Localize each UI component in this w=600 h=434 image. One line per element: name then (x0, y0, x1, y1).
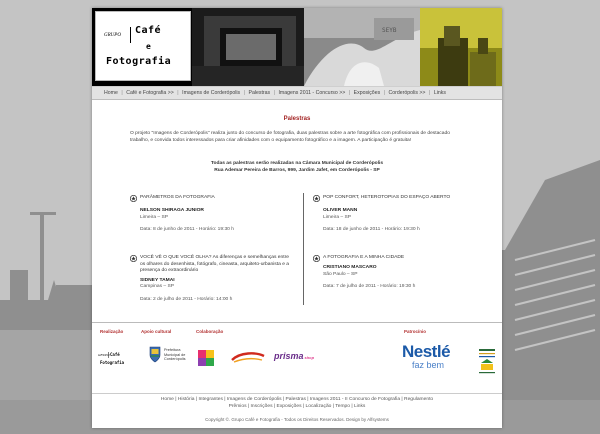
talk-speaker: CRISTIANO MASCARO (323, 265, 377, 270)
sponsor-logo-grupo: GRUPO (98, 353, 110, 357)
talk-title: POP CONFORT, HETEROTOPIAS DO ESPAÇO ABERTO (323, 195, 451, 200)
sponsor-logo-fotografia: Fotografia (100, 360, 125, 365)
banner-photo-room (192, 8, 304, 86)
header-banner (92, 8, 502, 86)
sponsor-logo-cafe: Café (110, 352, 120, 357)
venue-line-1: Todas as palestras serão realizadas na Câmara Municipal de Corderópolis (210, 161, 384, 166)
cafe-fotografia-sponsor-logo[interactable] (98, 349, 128, 371)
nestle-wordmark: Nestlé (402, 342, 451, 361)
nestle-tagline: faz bem (412, 360, 445, 370)
nav-imagens-cordeiropolis[interactable]: Imagens de Corderópolis (182, 90, 241, 96)
talk-location: Limeira – SP (323, 214, 351, 220)
footer-links-line-2[interactable]: Prêmios | Inscrições | Exposições | Localização | Tempo | Links (228, 404, 366, 409)
main-content (92, 100, 502, 322)
star-bullet-icon (130, 255, 137, 262)
talk-date: Data: 2 de julho de 2011 - Horário: 14:00 h (140, 296, 233, 302)
copyright-text: Copyright ©. Grupo Café e Fotografia - Todos os Direitos Reservados. Design by Alfsystems (205, 417, 389, 422)
venue-info (92, 160, 502, 174)
talk-title: VOCÊ VÊ O QUE VOCÊ OLHA? As diferenças e semelhanças entre os olhares do desenhista, fotógrafo, cineasta, arquiteto-urbanista e a presença do extraordinário (140, 255, 289, 274)
ministerio-cultura-logo[interactable] (478, 347, 496, 377)
intro-text: O projeto "Imagens de Corderópolis" realiza junto do concurso de fotografia, duas palestras sobre a arte fotográfica com profissionais de destacado trabalho, e convida todos interessados para criar afinidades com o equipamento fotográfico e a imagem. A participação é gratuita! (130, 131, 450, 143)
heading-realizacao: Realização (100, 329, 124, 334)
banner-sign-text: SEYB (382, 27, 397, 34)
prefeitura-coat-of-arms-icon (148, 345, 162, 363)
star-bullet-icon (313, 195, 320, 202)
banner-photo-monument (420, 8, 502, 86)
colab-logo-colorful[interactable] (196, 348, 216, 370)
nav-exposicoes[interactable]: Exposições (353, 90, 381, 96)
site-logo[interactable] (95, 11, 191, 81)
talk-title: PARÂMETROS DA FOTOGRAFIA (140, 195, 215, 200)
column-divider (303, 193, 304, 305)
footer-links[interactable] (92, 396, 502, 410)
sponsors-section (92, 322, 502, 394)
nav-imagens-2011[interactable]: Imagens 2011 - Concurso >> (278, 90, 346, 96)
talk-speaker: SIDNEY TAMAI (140, 277, 175, 283)
nav-home[interactable]: Home (104, 90, 118, 96)
heading-apoio-cultural: Apoio cultural (141, 329, 172, 334)
prefeitura-text (164, 348, 186, 362)
talk-location: Limeira – SP (140, 214, 168, 220)
main-nav: Home | Café e Fotografia >> | Imagens de Corderópolis | Palestras | Imagens 2011 - Concurso >> | Exposições | Corderópolis >> | Links (92, 86, 502, 100)
talk-item (130, 195, 295, 234)
talk-item (313, 195, 463, 234)
talk-item (313, 255, 463, 291)
nav-cordeiropolis[interactable]: Corderópolis >> (388, 90, 426, 96)
prisma-logo-sub: shop (304, 355, 315, 360)
page-title: Palestras (283, 116, 311, 122)
logo-fotografia: Fotografia (106, 56, 172, 67)
prisma-logo-text: prisma (274, 351, 304, 361)
footer-links-line-1[interactable]: Home | História | Integrantes | Imagens de Corderópolis | Palestras | Imagens 2011 - II Concurso de Fotografia | Regulamento (160, 397, 434, 402)
prefeitura-line-2: Municipal de (164, 352, 186, 357)
talk-date: Data: 8 de junho de 2011 - Horário: 19:30 h (140, 227, 234, 233)
page-container (92, 8, 502, 428)
logo-grupo: GRUPO (104, 33, 121, 38)
nav-cafe-e-fotografia[interactable]: Café e Fotografia >> (126, 90, 174, 96)
talk-title: A FOTOGRAFIA E A MINHA CIDADE (323, 255, 405, 260)
venue-line-2: Rua Ademar Pereira de Barros, 999, Jardim Jafet, em Corderópolis - SP (214, 168, 380, 173)
star-bullet-icon (313, 255, 320, 262)
star-bullet-icon (130, 195, 137, 202)
colab-logo-red[interactable] (230, 350, 266, 364)
nestle-logo[interactable] (402, 343, 450, 370)
talk-speaker: NELSON SHIRAGA JUNIOR (140, 208, 204, 213)
nav-links[interactable]: Links (433, 90, 446, 96)
talk-location: São Paulo – SP (323, 271, 358, 277)
logo-e: e (146, 42, 151, 51)
talk-date: Data: 18 de junho de 2011 - Horário: 19:30 h (323, 227, 420, 233)
talk-speaker: OLIVER MANN (323, 208, 358, 213)
prefeitura-line-3: Corderópolis (164, 357, 186, 362)
prisma-shop-logo[interactable] (274, 351, 314, 361)
banner-photo-statue (304, 8, 420, 86)
talk-date: Data: 7 de julho de 2011 - Horário: 19:30 h (323, 284, 416, 290)
nav-palestras[interactable]: Palestras (248, 90, 271, 96)
logo-cafe: Café (135, 25, 162, 36)
heading-patrocinio: Patrocínio (404, 329, 427, 334)
logo-divider (130, 27, 131, 43)
talk-item (130, 255, 295, 304)
heading-colaboracao: Colaboração (196, 329, 224, 334)
prefeitura-line-1: Prefeitura (164, 348, 181, 352)
talk-location: Campinas – SP (140, 284, 174, 290)
